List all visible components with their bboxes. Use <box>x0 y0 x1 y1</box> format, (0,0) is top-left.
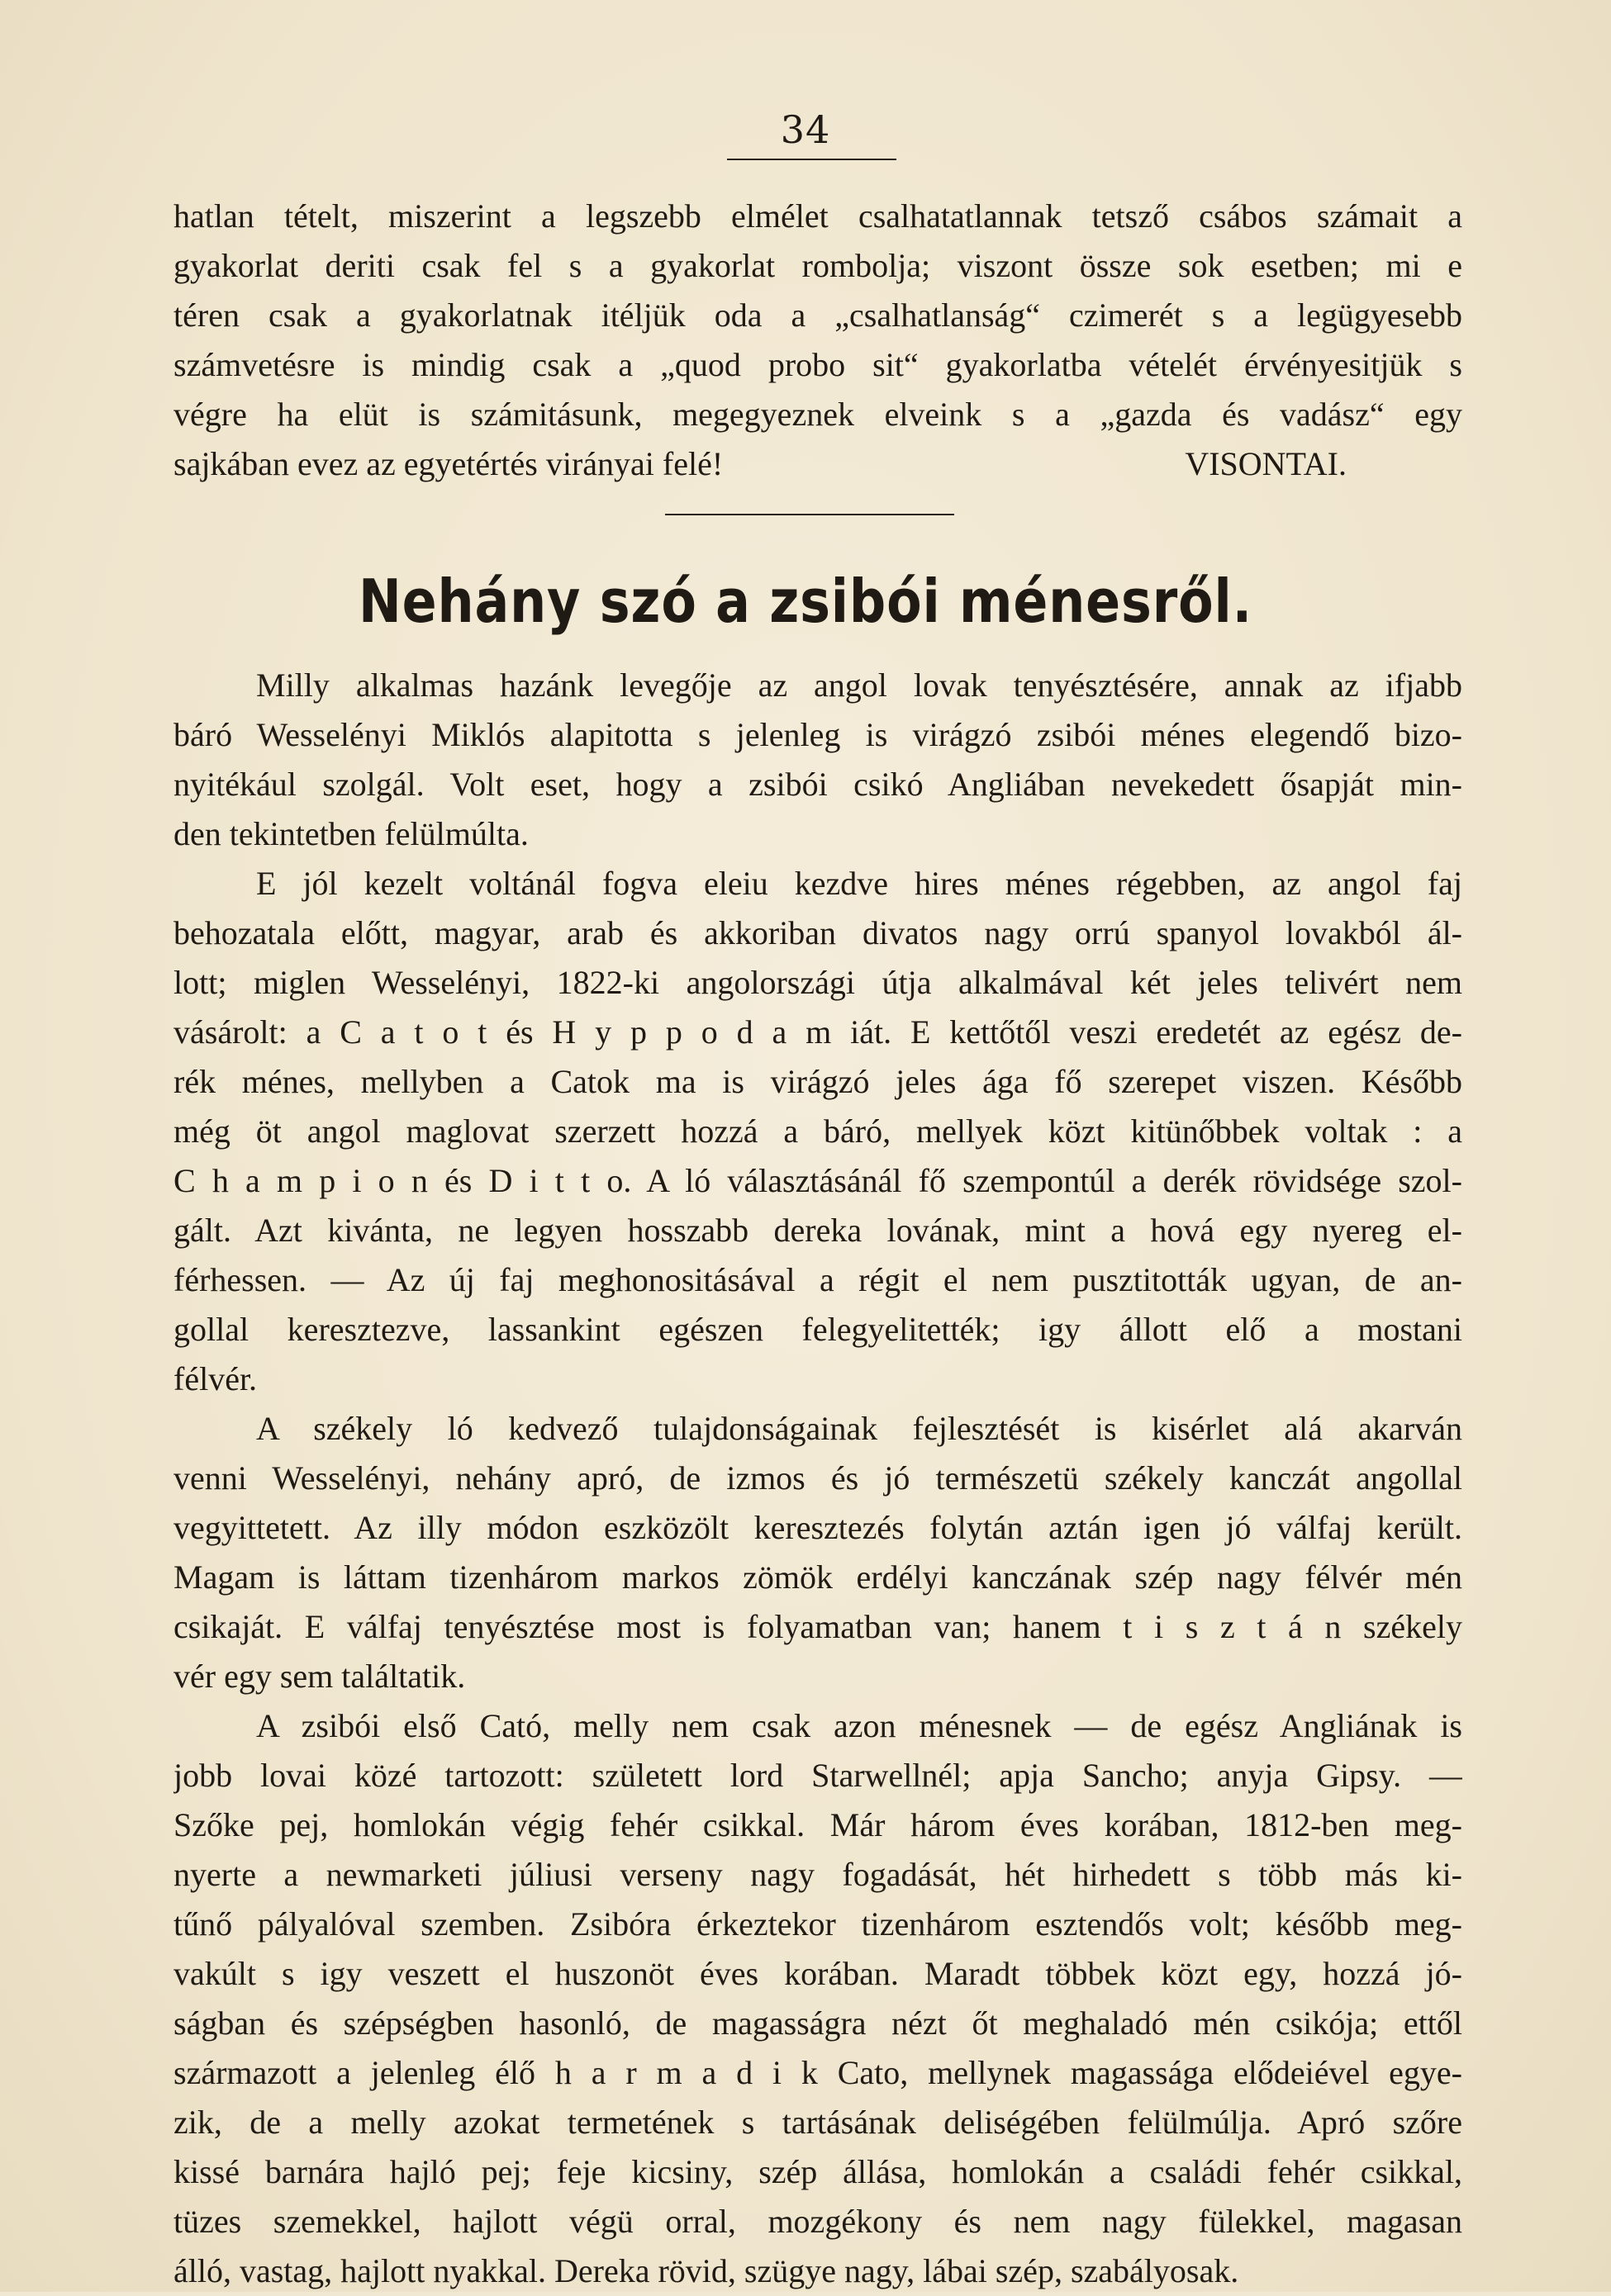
article-body <box>173 661 1462 2296</box>
text-line: behozatala előtt, magyar, arab és akkoriban divatos nagy orrú spanyol lovakból ál- <box>173 914 1462 951</box>
text-line: den tekintetben felülmúlta. <box>173 815 529 852</box>
text-line: báró Wesselényi Miklós alapitotta s jelenleg is virágzó zsibói ménes elegendő bizo- <box>173 716 1462 753</box>
text-line: nyitékául szolgál. Volt eset, hogy a zsibói csikó Angliában nevekedett ősapját min- <box>173 766 1462 803</box>
page-number: 34 <box>780 107 831 152</box>
paragraph <box>173 1701 1462 2296</box>
text-line: zik, de a melly azokat termetének s tartásának deliségében felülmúlja. Apró szőre <box>173 2104 1462 2141</box>
text-line: Szőke pej, homlokán végig fehér csikkal. Már három éves korában, 1812-ben meg- <box>173 1806 1462 1843</box>
text-line: A zsibói első Cató, melly nem csak azon ménesnek — de egész Angliának is <box>256 1707 1462 1744</box>
text-line: még öt angol maglovat szerzett hozzá a báró, mellyek közt kitünőbbek voltak : a <box>173 1112 1462 1150</box>
signature-line <box>173 439 1462 489</box>
text-line: végre ha elüt is számitásunk, megegyeznek elveink s a „gazda és vadász“ egy <box>173 396 1462 433</box>
text-line: vegyittetett. Az illy módon eszközölt keresztezés folytán aztán igen jó válfaj került. <box>173 1509 1462 1546</box>
intro-paragraph <box>173 192 1462 489</box>
text-line: lott; miglen Wesselényi, 1822-ki angolországi útja alkalmával két jeles telivért nem <box>173 964 1462 1001</box>
text-line: E jól kezelt voltánál fogva eleiu kezdve hires ménes régebben, az angol faj <box>256 865 1462 902</box>
page-number-rule <box>727 159 896 160</box>
text-line: vásárolt: a C a t o t és H y p p o d a m iát. E kettőtől veszi eredetét az egész de- <box>173 1013 1462 1051</box>
text-line: venni Wesselényi, nehány apró, de izmos és jó természetü székely kanczát angollal <box>173 1459 1462 1497</box>
text-line: A székely ló kedvező tulajdonságainak fejlesztését is kisérlet alá akarván <box>256 1410 1462 1447</box>
text-line: C h a m p i o n és D i t t o. A ló választásánál fő szempontúl a derék rövidsége szol- <box>173 1162 1462 1199</box>
text-line: jobb lovai közé tartozott: született lord Starwellnél; apja Sancho; anyja Gipsy. — <box>173 1757 1462 1794</box>
text-line: Magam is láttam tizenhárom markos zömök erdélyi kanczának szép nagy félvér mén <box>173 1558 1462 1596</box>
text-line: rék ménes, mellyben a Catok ma is virágzó jeles ága fő szerepet viszen. Később <box>173 1063 1462 1100</box>
text-line: ságban és szépségben hasonló, de magasságra nézt őt meghaladó mén csikója; ettől <box>173 2004 1462 2042</box>
section-title: Nehány szó a zsibói ménesről. <box>358 567 1252 636</box>
text-line: Milly alkalmas hazánk levegője az angol lovak tenyésztésére, annak az ifjabb <box>256 667 1462 704</box>
text-line: férhessen. — Az új faj meghonositásával a régit el nem pusztitották ugyan, de an- <box>173 1261 1462 1298</box>
text-line: nyerte a newmarketi júliusi verseny nagy fogadását, hét hirhedett s több más ki- <box>173 1856 1462 1893</box>
text-line: csikaját. E válfaj tenyésztése most is folyamatban van; hanem t i s z t á n székely <box>173 1608 1462 1645</box>
text-line: félvér. <box>173 1360 258 1397</box>
text-line: hatlan tételt, miszerint a legszebb elmélet csalhatatlannak tetsző csábos számait a <box>173 197 1462 235</box>
paragraph <box>173 661 1462 859</box>
text-line: gált. Azt kivánta, ne legyen hosszabb dereka lovának, mint a hová egy nyereg el- <box>173 1212 1462 1249</box>
paragraph <box>173 859 1462 1404</box>
paragraph <box>173 1404 1462 1701</box>
author-signature: VISONTAI. <box>1185 445 1347 482</box>
text-line: vér egy sem találtatik. <box>173 1658 466 1695</box>
text-line: gyakorlat deriti csak fel s a gyakorlat rombolja; viszont össze sok esetben; mi e <box>173 247 1462 284</box>
text-line: számvetésre is mindig csak a „quod probo sit“ gyakorlatba vételét érvényesitjük s <box>173 346 1462 383</box>
text-line: sajkában evez az egyetértés virányai felé! <box>173 445 724 482</box>
text-line: vakúlt s igy veszett el huszonöt éves korában. Maradt többek közt egy, hozzá jó- <box>173 1955 1462 1992</box>
text-line: gollal keresztezve, lassankint egészen felegyelitették; igy állott elő a mostani <box>173 1311 1462 1348</box>
text-line: tűnő pályalóval szemben. Zsibóra érkeztekor tizenhárom esztendős volt; később meg- <box>173 1905 1462 1943</box>
text-line: álló, vastag, hajlott nyakkal. Dereka rövid, szügye nagy, lábai szép, szabályosak. <box>173 2252 1239 2289</box>
text-line: téren csak a gyakorlatnak itéljük oda a „csalhatlanság“ czimerét s a legügyesebb <box>173 296 1462 334</box>
text-line: származott a jelenleg élő h a r m a d i k Cato, mellynek magassága elődeiével egye- <box>173 2054 1462 2091</box>
text-line: tüzes szemekkel, hajlott végü orral, mozgékony és nem nagy fülekkel, magasan <box>173 2203 1462 2240</box>
text-line: kissé barnára hajló pej; feje kicsiny, szép állása, homlokán a családi fehér csikkal, <box>173 2153 1462 2190</box>
section-divider <box>665 514 954 515</box>
